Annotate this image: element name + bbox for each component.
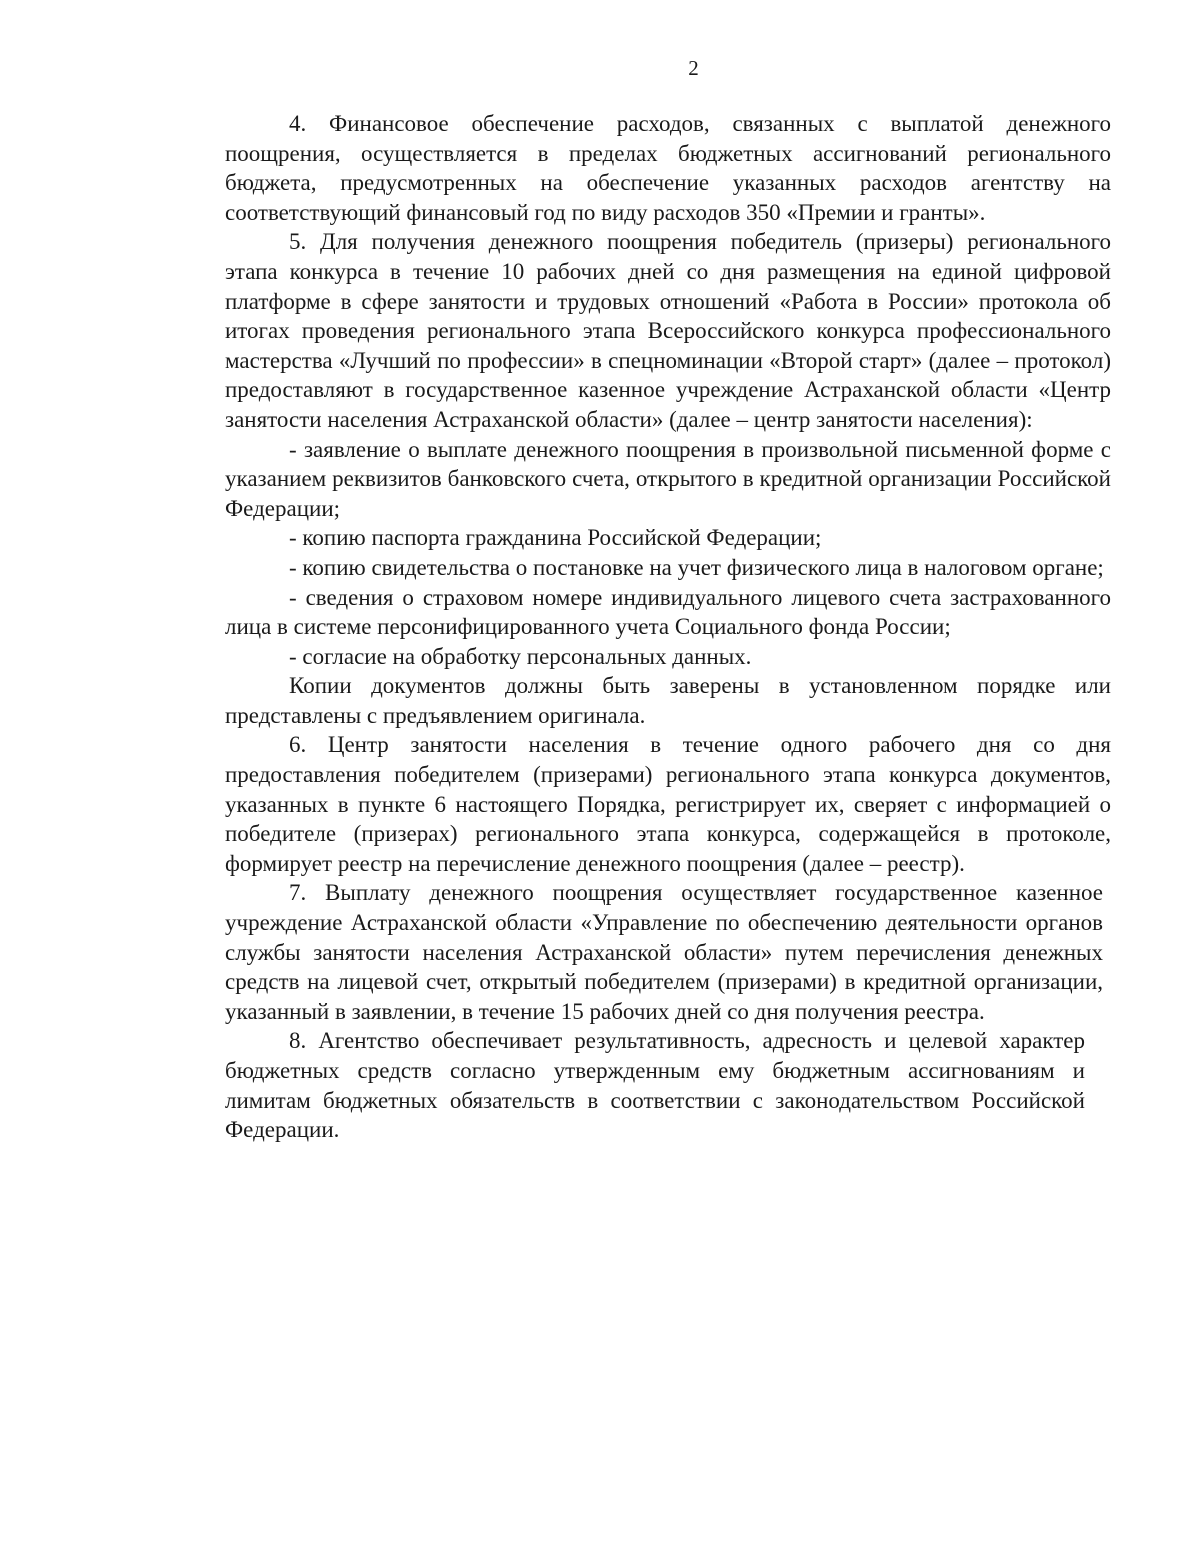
list-item-personal-data-consent: - согласие на обработку персональных данных. [289,643,752,669]
list-item-passport-copy: - копию паспорта гражданина Российской Федерации; [289,525,822,551]
document-body [225,109,1111,1145]
paragraph-7-payment: 7. Выплату денежного поощрения осуществляет государственное казенное учреждение Астраханской области «Управление по обеспечению деятельности органов службы занятости населения Астраханской области» путем перечисления денежных средств на лицевой счет, открытый победителем (призерами) в кредитной организации, указанный в заявлении, в течение 15 рабочих дней со дня получения реестра. [225,880,1103,1024]
page-number: 2 [688,56,699,80]
paragraph-5-application: 5. Для получения денежного поощрения победитель (призеры) регионального этапа конкурса в течение 10 рабочих дней со дня размещения на единой цифровой платформе в сфере занятости и трудовых отношений «Работа в России» протокола об итогах проведения регионального этапа Всероссийского конкурса профессионального мастерства «Лучший по профессии» в спецноминации «Второй старт» (далее – протокол) предоставляют в государственное казенное учреждение Астраханской области «Центр занятости населения Астраханской области» (далее – центр занятости населения): [225,229,1111,432]
list-item-application-statement: - заявление о выплате денежного поощрения в произвольной письменной форме с указанием реквизитов банковского счета, открытого в кредитной организации Российской Федерации; [225,436,1111,521]
paragraph-4-funding: 4. Финансовое обеспечение расходов, связанных с выплатой денежного поощрения, осуществляется в пределах бюджетных ассигнований регионального бюджета, предусмотренных на обеспечение указанных расходов агентству на соответствующий финансовый год по виду расходов 350 «Премии и гранты». [225,111,1111,225]
paragraph-document-copies: Копии документов должны быть заверены в установленном порядке или представлены с предъявлением оригинала. [225,673,1111,728]
list-item-tax-registration-copy: - копию свидетельства о постановке на учет физического лица в налоговом органе; [289,554,1104,580]
list-item-insurance-number: - сведения о страховом номере индивидуального лицевого счета застрахованного лица в системе персонифицированного учета Социального фонда России; [225,584,1111,640]
paragraph-6-registration: 6. Центр занятости населения в течение одного рабочего дня со дня предоставления победителем (призерами) регионального этапа конкурса документов, указанных в пункте 6 настоящего Порядка, регистрирует их, сверяет с информацией о победителе (призерах) регионального этапа конкурса, содержащейся в протоколе, формирует реестр на перечисление денежного поощрения (далее – реестр). [225,732,1111,876]
paragraph-8-agency: 8. Агентство обеспечивает результативность, адресность и целевой характер бюджетных средств согласно утвержденным ему бюджетным ассигнованиям и лимитам бюджетных обязательств в соответствии с законодательством Российской Федерации. [225,1028,1085,1143]
